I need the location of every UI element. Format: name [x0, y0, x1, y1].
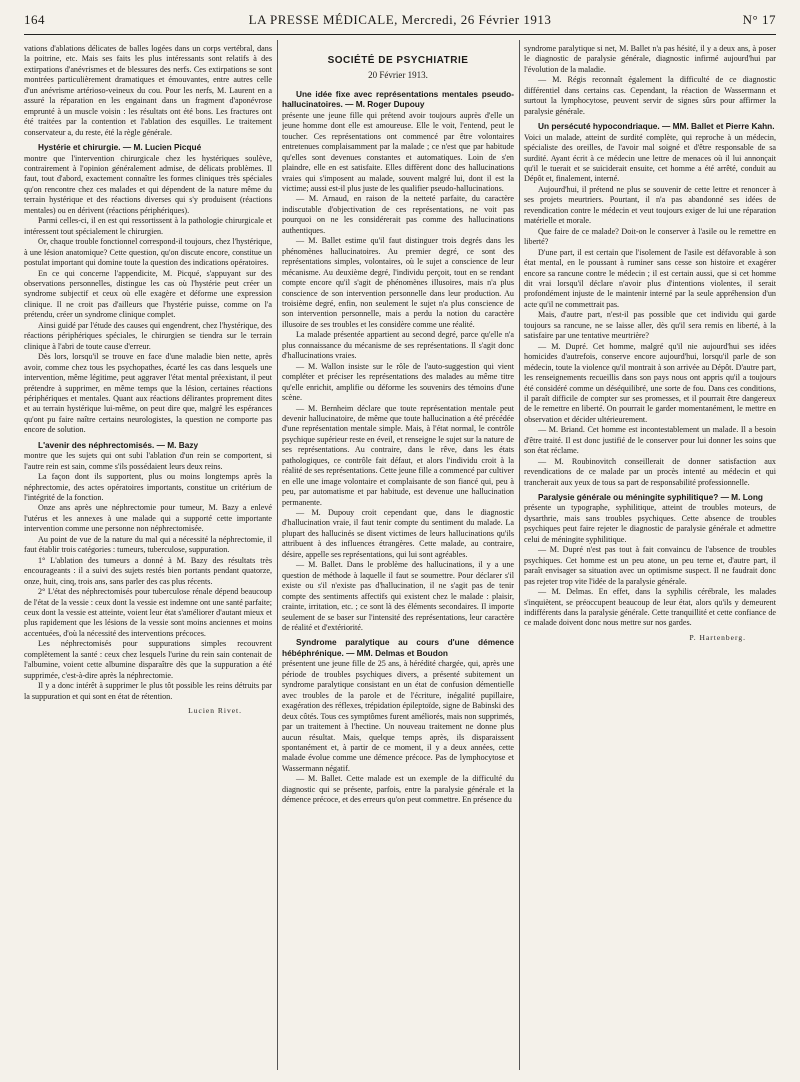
- paragraph: — M. Delmas. En effet, dans la syphilis cérébrale, les malades s'inquiètent, se préoccupent beaucoup de leur état, alors qu'ils y demeurent indifférents dans la paralysie générale. Cette tranquillité et cette confiance de ce malade doivent donc nous mettre sur nos gardes.: [524, 587, 776, 628]
- paragraph: — M. Ballet. Dans le problème des hallucinations, il y a une question de méthode à laquelle il faut se soumettre. Pour déclarer s'il existe ou s'il n'existe pas d'hallucination, il ne s'agit pas de tenir compte des sentiments affectifs qui existent chez le malade : plaisir, crainte, irritation, etc. ; ce sont là des éléments secondaires. Il importe seulement de se baser sur l'intensité des représentations, leur caractère de réalité et d'extériorité.: [282, 560, 514, 633]
- paragraph: 2° L'état des néphrectomisés pour tuberculose rénale dépend beaucoup de l'état de la vessie : ceux dont la vessie est indemne ont une santé parfaite; ceux dont la vessie est atteinte, voient leur état s'améliorer d'autant mieux et plus rapidement que les lésions de la vessie sont moins anciennes et moins accentuées, d'où la nécessité des interventions précoces.: [24, 587, 272, 638]
- paragraph: syndrome paralytique si net, M. Ballet n'a pas hésité, il y a deux ans, à poser le diagnostic de paralysie générale, diagnostic infirmé aujourd'hui par l'évolution de la maladie.: [524, 44, 776, 74]
- paragraph: Or, chaque trouble fonctionnel correspond-il toujours, chez l'hystérique, à une lésion anatomique? Cette question, qu'on discute encore, constitue un postulat important qui domine toute la question des indications opératoires.: [24, 237, 272, 268]
- paragraph: — M. Arnaud, en raison de la netteté parfaite, du caractère indiscutable d'objectivation de ces représentations, ne voit pas pourquoi on ne les considérerait pas comme des hallucinations authentiques.: [282, 194, 514, 235]
- paragraph: Mais, d'autre part, n'est-il pas possible que cet individu qui garde toujours sa rancune, ne se laisse aller, dès qu'il sera remis en liberté, à la satisfaire par une tentative meurtrière?: [524, 310, 776, 341]
- paragraph: — M. Ballet. Cette malade est un exemple de la difficulté du diagnostic qui se présente, parfois, entre la paralysie générale et la démence précoce, et des erreurs qu'on peut commettre. En présence du: [282, 774, 514, 805]
- section-heading: Syndrome paralytique au cours d'une démence hébéphrénique. — MM. Delmas et Boudon: [282, 637, 514, 658]
- paragraph: — M. Bernheim déclare que toute représentation mentale peut devenir hallucinatoire, de même que toute hallucination a été précédée d'une représentation mentale simple. Mais, à l'état normal, le contrôle psychique supérieur reste en éveil, et renseigne le sujet sur la nature de ses représentations. Au contraire, dans le rêve, dans les états pathologiques, ce contrôle fait défaut, et alors l'individu croit à la réalité de ses représentations. Cette jeune fille a commencé par cultiver en elle une image volontaire et complaisante de son fiancé qui, peu à peu, par automatisme et par habitude, est devenue une hallucination permanente.: [282, 403, 514, 507]
- page-header: [24, 8, 776, 35]
- paragraph: La façon dont ils supportent, plus ou moins longtemps après la néphrectomie, des actes opératoires importants, constitue un critérium de l'intégrité de la fonction.: [24, 472, 272, 503]
- paragraph: — M. Briand. Cet homme est incontestablement un malade. Il a besoin d'être traité. Il est donc justifié de le conserver pour lui donner les soins que son état réclame.: [524, 425, 776, 456]
- section-heading: Paralysie générale ou méningite syphilitique? — M. Long: [538, 492, 763, 503]
- section-heading: L'avenir des néphrectomisés. — M. Bazy: [38, 439, 199, 450]
- paragraph: — M. Dupouy croit cependant que, dans le diagnostic d'hallucination vraie, il faut tenir compte du sentiment du malade. La plupart des hallucinés se disent victimes de leurs hallucinations qu'ils attribuent à des influences étrangères. Cette malade, au contraire, désire, appelle ses représentations, qui lui sont agréables.: [282, 508, 514, 559]
- paragraph: — M. Dupré n'est pas tout à fait convaincu de l'absence de troubles psychiques. Cet homme est un peu atone, un peu terne et, d'autre part, il paraît envisager sa situation avec un optimisme suspect. Il ne faudrait donc pas rejeter trop vite l'idée de la paralysie générale.: [524, 545, 776, 586]
- paragraph: présentent une jeune fille de 25 ans, à hérédité chargée, qui, après une période de troubles psychiques divers, a présenté subitement un syndrome paralytique consistant en un état de confusion démentielle avec troubles de la parole et de l'écriture, inégalité pupillaire, exagération des réflexes, trépidation épileptoïde, signe de Babinski des deux côtés. Tous ces symptômes furent améliorés, mais non supprimés, par un traitement à l'hectine. Un nouveau traitement ne donne plus aucun résultat. Mais, quelque temps après, ils disparaissent spontanément et, à partir de ce moment, il y a deux années, cette malade évolue comme une démence précoce. Pas de lymphocytose et Wassermann négatif.: [282, 659, 514, 773]
- session-date: 20 Février 1913.: [368, 70, 428, 81]
- author-signature: P. Hartenberg.: [689, 632, 746, 642]
- section-heading: Un persécuté hypocondriaque. — MM. Ballet et Pierre Kahn.: [538, 121, 775, 132]
- paragraph: vations d'ablations délicates de balles logées dans un corps vertébral, dans la poitrine, etc. Mais ses faits les plus intéressants sont relatifs à des extirpations d'anévrismes et de blessures des nerfs. Ces extirpations se sont montrées particulièrement dramatiques et émouvantes, entre autres celle d'un anévrisme artérioso-veineux du cou. Pour les nerfs, M. Laurent en a assuré la réparation en les engainant dans un fragment d'aponévrose emprunté à un muscle voisin : les résultats ont été bons. Les fractures ont été traitées par la contention et l'ablation des esquilles. Le traitement conservateur a, du reste, été la règle générale.: [24, 44, 272, 137]
- paragraph: — M. Régis reconnaît également la difficulté de ce diagnostic différentiel dans certains cas. Cependant, la réaction de Wassermann et surtout la lymphocytose, peuvent servir de signes sûrs pour affirmer la paralysie générale.: [524, 75, 776, 116]
- paragraph: Les néphrectomisés pour suppurations simples recouvrent complètement la santé : ceux chez lesquels l'urine du rein sain contenait de l'albumine, voient cette albumine disparaître dès que la suppuration a été supprimée, c'est-à-dire après la néphrectomie.: [24, 639, 272, 680]
- paragraph: Au point de vue de la nature du mal qui a nécessité la néphrectomie, il faut établir trois catégories : tumeurs, tuberculose, suppuration.: [24, 534, 272, 555]
- society-title: SOCIÉTÉ DE PSYCHIATRIE: [327, 55, 469, 66]
- right-column: [524, 44, 776, 1070]
- paragraph: — M. Ballet estime qu'il faut distinguer trois degrés dans les phénomènes hallucinatoires. Au premier degré, ce sont des représentations simples, volontaires, où le sujet a conscience de leur mécanisme. Au deuxième degré, l'individu perçoit, tout en se rendant compte encore qu'il s'agit de phénomènes illusoires, mais n'a plus conscience de son intervention personnelle dans leur production. Au troisième degré, enfin, non seulement le sujet n'a plus conscience de son intervention personnelle, mais a perdu la notion du caractère illusoire de ses troubles et les considère comme une réalité.: [282, 236, 514, 329]
- paragraph: Que faire de ce malade? Doit-on le conserver à l'asile ou le remettre en liberté?: [524, 226, 776, 247]
- left-column: [24, 44, 272, 1070]
- paragraph: présente une jeune fille qui prétend avoir toujours auprès d'elle un jeune homme dont elle est amoureuse. Elle le voit, l'entend, peut le toucher. Ces représentations ont commencé par être volontaires entretenues complaisamment par la malade ; ce n'est que par habitude qu'elles sont devenues constantes et automatiques. Loin de s'en plaindre, elle en est satisfaite. Elles diffèrent donc des hallucinations vraies qui s'imposent au malade, souvent malgré lui, dont il est la victime; aussi est-il plus juste de les qualifier pseudo-hallucinations.: [282, 110, 514, 193]
- paragraph: 1° L'ablation des tumeurs a donné à M. Bazy des résultats très encourageants : il a suivi des sujets restés bien portants pendant quatorze, onze, huit, cinq, trois ans, sans parler des cas plus récents.: [24, 555, 272, 586]
- author-signature: Lucien Rivet.: [188, 706, 242, 716]
- paragraph: montre que les sujets qui ont subi l'ablation d'un rein se comportent, si l'autre rein est sain, comme s'ils possédaient leurs deux reins.: [24, 451, 272, 471]
- paragraph: La malade présentée appartient au second degré, parce qu'elle n'a plus connaissance du mécanisme de ses représentations. Il s'agit donc d'hallucinations vraies.: [282, 330, 514, 361]
- column-divider: [277, 40, 278, 1070]
- section-heading: Hystérie et chirurgie. — M. Lucien Picqué: [38, 142, 202, 153]
- paragraph: — M. Dupré. Cet homme, malgré qu'il nie aujourd'hui ses idées homicides d'autrefois, conserve encore aujourd'hui, lorsqu'il parle de son médecin, toute la violence qu'il montrait à son arrivée au Dépôt. D'autre part, les renseignements recueillis dans son pays nous ont appris qu'il a toujours été considéré comme un déséquilibré, une sorte de fou. Dans ces conditions, il paraît difficile de compter sur ses promesses, et il pourrait être dangereux de le remettre en liberté. On pourrait le garder momentanément, le mettre en observation et décider ultérieurement.: [524, 341, 776, 424]
- middle-column: [282, 44, 514, 1070]
- paragraph: Onze ans après une néphrectomie pour tumeur, M. Bazy a enlevé l'utérus et les annexes à une malade qui a supporté cette importante intervention comme une personne non néphrectomisée.: [24, 503, 272, 534]
- paragraph: Voici un malade, atteint de surdité complète, qui reproche à un médecin, spécialiste des oreilles, de l'avoir mal soigné et d'être responsable de sa surdité. Ayant écrit à ce médecin une lettre de menaces où il lui annonçait qu'il le tuerait et se suiciderait ensuite, cet homme a été arrêté, conduit au Dépôt et, finalement, interné.: [524, 132, 776, 184]
- section-heading: Une idée fixe avec représentations mentales pseudo-hallucinatoires. — M. Roger Dupouy: [282, 88, 514, 110]
- paragraph: — M. Roubinovitch conseillerait de donner satisfaction aux revendications de ce malade par un procès intenté au médecin et qui trancherait aux yeux de tous sa part de responsabilité professionnelle.: [524, 456, 776, 487]
- paragraph: Il y a donc intérêt à supprimer le plus tôt possible les reins détruits par la suppuration et qui sont en état de rétention.: [24, 681, 272, 701]
- paragraph: Dès lors, lorsqu'il se trouve en face d'une maladie bien nette, après avoir, comme chez tous les psychopathes, écarté les cas dans lesquels une intervention, même légitime, peut aggraver l'état mental préexistant, il peut prétendre à supprimer, en même temps que la lésion, certaines réactions périphériques et mentales. Quant aux réactions délirantes proprement dites et au terrain hystérique lui-même, on peut dire que, malgré les espérances qu'ont pu faire naître certains neurologistes, la question ne comporte pas encore de solution.: [24, 352, 272, 435]
- issue-number: N° 17: [742, 12, 776, 27]
- paragraph: Parmi celles-ci, il en est qui ressortissent à la pathologie chirurgicale et intéressent tout spécialement le chirurgien.: [24, 216, 272, 236]
- paragraph: D'une part, il est certain que l'isolement de l'asile est défavorable à son état mental, en le poussant à ruminer sans cesse son histoire et exagérer encore sa rancune contre le médecin ; il est certain aussi, que si cet homme dit vrai lorsqu'il déclare n'avoir plus d'intentions violentes, il serait profondément injuste de le maintenir interné par la seule appréhension d'un acte qu'il ne commettrait pas.: [524, 247, 776, 309]
- paragraph: Aujourd'hui, il prétend ne plus se souvenir de cette lettre et renoncer à ses projets meurtriers. Pourtant, il n'a pas abandonné ses idées de revendication contre le médecin et veut toujours exiger de lui une réparation matérielle et morale.: [524, 184, 776, 226]
- paragraph: présente un typographe, syphilitique, atteint de troubles moteurs, de dysarthrie, mais sans troubles psychiques. Cette absence de troubles psychiques peut faire rejeter le diagnostic de paralysie générale et admettre celui de méningite syphilitique.: [524, 503, 776, 544]
- journal-title: LA PRESSE MÉDICALE, Mercredi, 26 Février 1913: [248, 12, 552, 27]
- paragraph: — M. Wallon insiste sur le rôle de l'auto-suggestion qui vient compléter et préciser les représentations des malades au même titre qu'elle enrichit, amplifie ou déforme les souvenirs des témoins d'une scène.: [282, 361, 514, 403]
- page-number: 164: [24, 12, 45, 27]
- paragraph: Ainsi guidé par l'étude des causes qui engendrent, chez l'hystérique, des réactions périphériques spéciales, le chirurgien se tiendra sur le terrain clinique à l'abri de toute cause d'erreur.: [24, 320, 272, 351]
- paragraph: En ce qui concerne l'appendicite, M. Picqué, s'appuyant sur des observations personnelles, distingue les cas où l'hystérie peut créer un syndrome subjectif et ceux où elle exagère et déforme une expression clinique. Il ne croit pas d'ailleurs que l'hystérie puisse, comme on l'a prétendu, créer un syndrome clinique complet.: [24, 268, 272, 320]
- column-divider: [519, 40, 520, 1070]
- paragraph: montre que l'intervention chirurgicale chez les hystériques soulève, contrairement à l'opinion généralement admise, de délicats problèmes. Il faut, tout d'abord, exactement connaître les formes cliniques très spéciales qu'on rencontre chez ces malades et qui dépendent de la nature même du terrain hystérique et des réactions diverses qui s'y produisent (réactions mentales) ou en dérivent (réactions périphériques).: [24, 153, 272, 215]
